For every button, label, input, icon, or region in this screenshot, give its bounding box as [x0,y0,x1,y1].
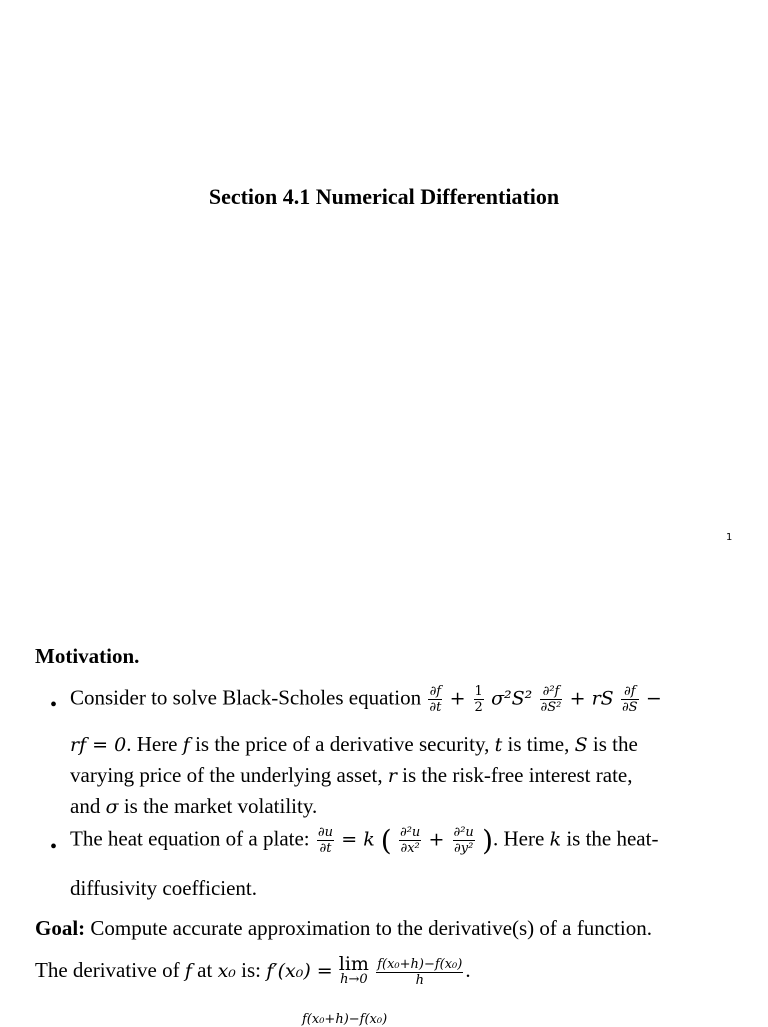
bullet-1-line-2: rf = 0. Here f is the price of a derivative security, t is time, S is the [70,732,638,756]
limit-operator: lim h→0 [338,953,369,987]
bullet-2-line-2: diffusivity coefficient. [70,876,258,900]
second-partial-fraction: $\frac{\text{∂²f}}{\text{∂S²}}$ [540,684,562,715]
second-partial-x-fraction: $\frac{\text{∂²u}}{\text{∂x²}}$ [399,825,421,856]
bullet-1-line-1: Consider to solve Black-Scholes equation $\frac{\partial f}{\partial t}$ + $\frac{1}{2}$ σ²S² $\frac{\text{∂²f}}{\text{∂S²}}$ + rS $\frac{\partial f}{\partial S}$ − [70,684,662,715]
motivation-heading: Motivation. [35,644,140,668]
goal-text: Compute accurate approximation to the derivative(s) of a function. [85,916,652,940]
page-number: 1 [726,532,733,543]
partial-f-partial-t-fraction: $\frac{\partial f}{\partial t}$ [429,684,442,715]
difference-quotient-fraction: $\frac{\text{f(x₀+h)−f(x₀)}}{h}$ [377,956,463,988]
partial-u-partial-t-fraction: $\frac{\partial u}{\partial t}$ [317,825,334,856]
goal-line [35,916,652,941]
partial-f-partial-s-fraction: $\frac{\partial f}{\partial S}$ [621,684,638,715]
goal-label: Goal: [35,916,86,940]
second-partial-y-fraction: $\frac{\text{∂²u}}{\text{∂y²}}$ [453,825,474,856]
bullet-1-line-3: varying price of the underlying asset, r is the risk-free interest rate, [70,763,633,787]
bullet-1-line-4: and σ is the market volatility. [70,794,318,818]
page-title: Section 4.1 Numerical Differentiation [208,184,560,209]
derivative-definition: The derivative of f at x₀ is: f′(x₀) = lim h→0 $\frac{\text{f(x₀+h)−f(x₀)}}{h}$ . [35,953,471,988]
bullet-1-text: Consider to solve Black-Scholes equation [70,685,427,710]
cutoff-formula: f(x₀+h)−f(x₀) [302,1012,388,1027]
bullet-1-marker: • [50,694,58,716]
bullet-2-line-1: The heat equation of a plate: $\frac{\partial u}{\partial t}$ = k ( $\frac{\text{∂²u}}{\text{∂x²}}$ + $\frac{\text{∂²u}}{\text{∂y²}}$ ). Here k is the heat- [70,824,659,857]
bullet-2-marker: • [50,836,58,858]
one-half-fraction: $\frac{1}{2}$ [474,684,483,715]
